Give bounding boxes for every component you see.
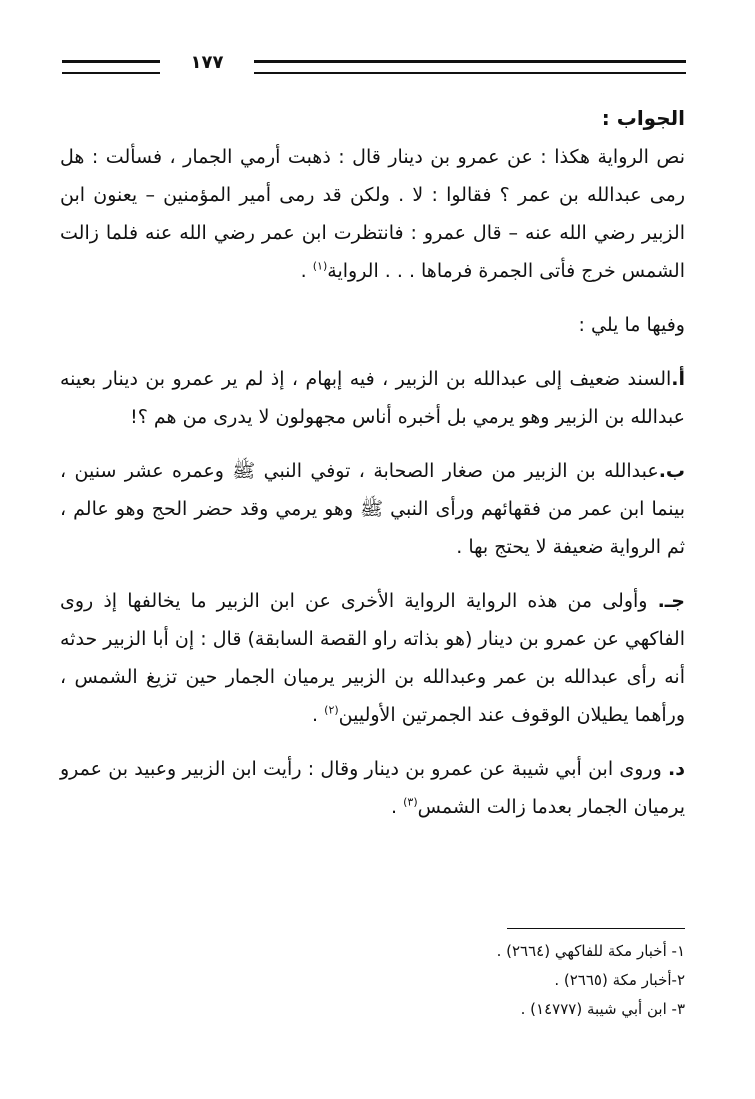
intro-text: نص الرواية هكذا : عن عمرو بن دينار قال : ذهبت أرمي الجمار ، فسألت : هل رمى عبدالله بن عمر ؟ فقالوا : لا . ولكن قد رمى أمير المؤمنين – يعنون ابن الزبير رضي الله عنه – قال عمرو : فانتظرت ابن عمر رضي الله عنه فلما زالت الشمس خرج فأتى الجمرة فرماها . . . الرواية	[60, 146, 685, 282]
footnote-2: ٢-أخبار مكة (٢٦٦٥) .	[554, 971, 685, 989]
point-c	[60, 582, 685, 734]
point-a-text: السند ضعيف إلى عبدالله بن الزبير ، فيه إبهام ، إذ لم ير عمرو بن دينار بعينه عبدالله بن الزبير وهو يرمي بل أخبره أناس مجهولون لا يدرى من هم ؟!	[60, 368, 685, 428]
point-b-text: عبدالله بن الزبير من صغار الصحابة ، توفي النبي ﷺ وعمره عشر سنين ، بينما ابن عمر من فقهائهم ورأى النبي ﷺ وهو يرمي وقد حضر الحج وهو عالم ، ثم الرواية ضعيفة لا يحتج بها .	[60, 460, 685, 558]
intro-end: .	[300, 260, 313, 282]
answer-heading: الجواب :	[601, 106, 685, 130]
point-c-marker: جـ.	[657, 590, 685, 612]
point-c-end: .	[312, 704, 325, 726]
page-header	[62, 52, 686, 74]
point-a-marker: أ.	[671, 368, 685, 390]
footnote-3: ٣- ابن أبي شيبة (١٤٧٧٧) .	[520, 1000, 685, 1018]
point-c-text: وأولى من هذه الرواية الرواية الأخرى عن ابن الزبير ما يخالفها إذ روى الفاكهي عن عمرو بن دينار (هو بذاته راو القصة السابقة) قال : إن أبا الزبير حدثه أنه رأى عبدالله بن عمر وعبدالله بن الزبير يرميان الجمار حين تزيغ الشمس ، ورأهما يطيلان الوقوف عند الجمرتين الأوليين	[60, 590, 685, 726]
footnote-1: ١- أخبار مكة للفاكهي (٢٦٦٤) .	[496, 942, 685, 960]
page-number: ١٧٧	[190, 52, 224, 73]
point-d-marker: د.	[668, 758, 685, 780]
point-d-end: .	[391, 796, 404, 818]
point-b-marker: ب.	[658, 460, 685, 482]
footnotes-section	[60, 928, 685, 1024]
point-d	[60, 750, 685, 826]
footnote-ref-3: (٣)	[403, 795, 418, 809]
intro-paragraph	[60, 138, 685, 290]
point-d-text: وروى ابن أبي شيبة عن عمرو بن دينار وقال : رأيت ابن الزبير وعبيد بن عمرو يرميان الجمار بعدما زالت الشمس	[60, 758, 685, 818]
main-content	[60, 98, 685, 826]
header-rule-right	[254, 60, 686, 74]
point-a	[60, 360, 685, 436]
footnote-ref-2: (٢)	[324, 703, 339, 717]
footnote-ref-1: (١)	[312, 259, 328, 273]
lead-paragraph: وفيها ما يلي :	[578, 314, 685, 336]
footnote-divider	[507, 928, 685, 929]
header-rule-left	[62, 60, 160, 74]
point-b	[60, 452, 685, 566]
